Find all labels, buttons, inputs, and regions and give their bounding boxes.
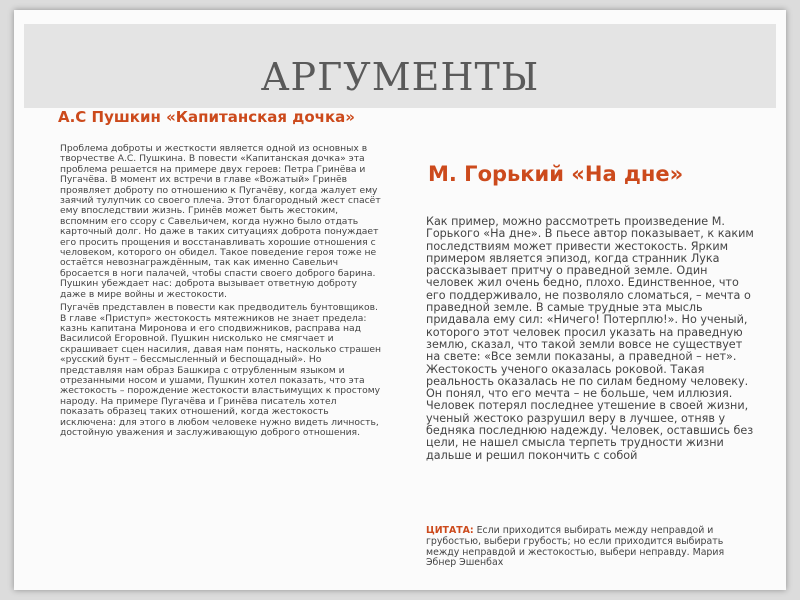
quote-block	[426, 526, 754, 569]
pushkin-text	[60, 144, 382, 441]
pushkin-heading: А.С Пушкин «Капитанская дочка»	[58, 108, 355, 126]
slide	[14, 10, 786, 590]
quote-text: Если приходится выбирать между неправдой и грубостью, выбери грубость; но если приходится выбирать между неправдой и жестокостью, выбери неправду. Мария Эбнер Эшенбах	[426, 525, 725, 569]
slide-title: АРГУМЕНТЫ	[260, 55, 540, 99]
pushkin-paragraph-2: Пугачёв представлен в повести как предводитель бунтовщиков. В главе «Приступ» жестокость мятежников не знает предела: казнь капитана Миронова и его сподвижников, расправа над Василисой Егоровной. Пушкин нисколько не смягчает и скрашивает сцен насилия, давая нам понять, насколько страшен «русский бунт – бессмысленный и беспощадный». Но представляя нам образ Башкира с отрубленным языком и отрезанными носом и ушами, Пушкин хотел показать, что эта жестокость – порождение жестокости властьимущих к простому народу. На примере Пугачёва и Гринёва писатель хотел показать образец таких отношений, когда жестокость исключена: для этого в любом человеке нужно видеть личность, достойную уважения и заслуживающую доброго отношения.	[60, 302, 382, 438]
gorky-text: Как пример, можно рассмотреть произведение М. Горького «На дне». В пьесе автор показывает, к каким последствиям может привести жестокость. Ярким примером является эпизод, когда странник Лука рассказывает притчу о праведной земле. Один человек жил очень бедно, плохо. Единственное, что его поддерживало, не позволяло сломаться, – мечта о праведной земле. В самые трудные эта мысль придавала ему сил: «Ничего! Потерплю!». Но ученый, которого этот человек просил указать на праведную землю, сказал, что такой земли вовсе не существует на свете: «Все земли показаны, а праведной – нет». Жестокость ученого оказалась роковой. Такая реальность оказалась не по силам бедному человеку. Он понял, что его мечта – не больше, чем иллюзия. Человек потерял последнее утешение в своей жизни, ученый жестоко разрушил веру в лучшее, отняв у бедняка последнюю надежду. Человек, оставшись без цели, не нашел смысла терпеть трудности жизни дальше и решил покончить с собой	[426, 215, 754, 462]
title-band	[24, 24, 776, 108]
gorky-heading: М. Горький «На дне»	[428, 162, 684, 186]
pushkin-paragraph-1: Проблема доброты и жесткости является одной из основных в творчестве А.С. Пушкина. В повести «Капитанская дочка» эта проблема решается на примере двух героев: Петра Гринёва и Пугачёва. В момент их встречи в главе «Вожатый» Гринёв проявляет доброту по отношению к Пугачёву, когда жалует ему заячий тулупчик со своего плеча. Этот благородный жест спасёт ему впоследствии жизнь. Гринёв может быть жестоким, вспомним его ссору с Савельичем, когда нужно было отдать карточный долг. Но даже в таких ситуациях доброта понуждает его просить прощения и восстанавливать хорошие отношения с человеком, которого он обидел. Такое поведение героя тоже не остаётся невознаграждённым, так как именно Савельич бросается в ноги палачей, чтобы спасти своего доброго барина. Пушкин убеждает нас: доброта вызывает ответную доброту даже в мире войны и жестокости.	[60, 143, 381, 300]
quote-label: ЦИТАТА:	[426, 525, 474, 536]
